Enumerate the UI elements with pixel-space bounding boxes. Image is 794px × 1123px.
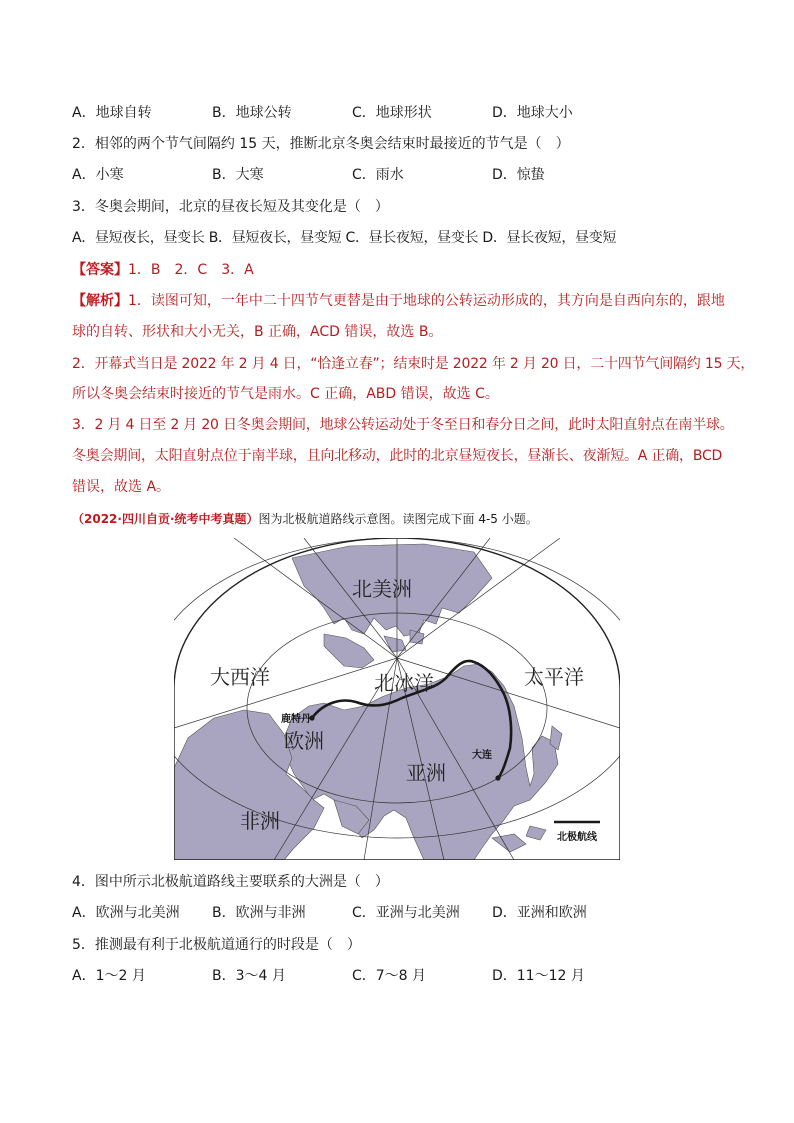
analysis-line-2: 球的自转、形状和大小无关，B 正确，ACD 错误，故选 B。 bbox=[72, 324, 443, 340]
dalian-point bbox=[495, 775, 500, 780]
north-america-label: 北美洲 bbox=[352, 577, 412, 601]
q5-option-d[interactable]: D．11～12 月 bbox=[492, 968, 585, 984]
analysis-line-3: 2．开幕式当日是 2022 年 2 月 4 日，“恰逢立春”；结束时是 2022 年 2 月 20 日，二十四节气间隔约 15 天， bbox=[72, 356, 755, 372]
q2-option-a[interactable]: A．小寒 bbox=[72, 167, 124, 183]
answer-text: 1．B 2．C 3．A bbox=[128, 262, 254, 278]
answer-tag: 【答案】 bbox=[72, 262, 128, 278]
arctic-route-map bbox=[174, 538, 620, 860]
africa-label: 非洲 bbox=[240, 809, 280, 833]
europe-label: 欧洲 bbox=[284, 729, 324, 753]
q1-option-d[interactable]: D．地球大小 bbox=[492, 105, 573, 121]
q4-option-c[interactable]: C．亚洲与北美洲 bbox=[352, 905, 460, 921]
q3-stem: 3．冬奥会期间，北京的昼夜长短及其变化是（ ） bbox=[72, 199, 389, 215]
pacific-label: 太平洋 bbox=[524, 665, 584, 689]
rotterdam-label: 鹿特丹 bbox=[281, 714, 311, 725]
asia-label: 亚洲 bbox=[406, 761, 446, 785]
analysis-line-7: 错误，故选 A。 bbox=[72, 479, 171, 495]
q4-option-a[interactable]: A．欧洲与北美洲 bbox=[72, 905, 180, 921]
analysis-tag: 【解析】 bbox=[72, 293, 128, 309]
q5-option-a[interactable]: A．1～2 月 bbox=[72, 968, 146, 984]
q4-option-b[interactable]: B．欧洲与非洲 bbox=[212, 905, 306, 921]
source-tag: （2022·四川自贡·统考中考真题） bbox=[72, 512, 259, 526]
analysis-text-1: 1．读图可知，一年中二十四节气更替是由于地球的公转运动形成的，其方向是自西向东的，跟地 bbox=[128, 293, 725, 309]
analysis-line-4: 所以冬奥会结束时接近的节气是雨水。C 正确，ABD 错误，故选 C。 bbox=[72, 386, 499, 402]
answer-line bbox=[72, 260, 254, 280]
q1-option-a[interactable]: A．地球自转 bbox=[72, 105, 152, 121]
analysis-line-6: 冬奥会期间，太阳直射点位于南半球，且向北移动，此时的北京昼短夜长，昼渐长、夜渐短。A 正确，BCD bbox=[72, 448, 723, 464]
q5-stem: 5．推测最有利于北极航道通行的时段是（ ） bbox=[72, 937, 361, 953]
q5-option-c[interactable]: C．7～8 月 bbox=[352, 968, 427, 984]
q4-option-d[interactable]: D．亚洲和欧洲 bbox=[492, 905, 587, 921]
source-line bbox=[72, 509, 538, 529]
analysis-line-1 bbox=[72, 291, 725, 311]
arctic-ocean-label: 北冰洋 bbox=[374, 671, 434, 695]
q1-option-b[interactable]: B．地球公转 bbox=[212, 105, 292, 121]
dalian-label: 大连 bbox=[472, 750, 492, 761]
q2-option-c[interactable]: C．雨水 bbox=[352, 167, 404, 183]
q5-option-b[interactable]: B．3～4 月 bbox=[212, 968, 286, 984]
q2-option-d[interactable]: D．惊蛰 bbox=[492, 167, 545, 183]
q2-stem: 2．相邻的两个节气间隔约 15 天，推断北京冬奥会结束时最接近的节气是（ ） bbox=[72, 136, 570, 152]
q2-option-b[interactable]: B．大寒 bbox=[212, 167, 264, 183]
q4-stem: 4．图中所示北极航道路线主要联系的大洲是（ ） bbox=[72, 874, 389, 890]
atlantic-label: 大西洋 bbox=[210, 665, 270, 689]
q3-options[interactable]: A．昼短夜长，昼变长 B．昼短夜长，昼变短 C．昼长夜短，昼变长 D．昼长夜短，昼变短 bbox=[72, 230, 617, 246]
legend-label: 北极航线 bbox=[557, 832, 597, 843]
q1-option-c[interactable]: C．地球形状 bbox=[352, 105, 432, 121]
analysis-line-5: 3．2 月 4 日至 2 月 20 日冬奥会期间，地球公转运动处于冬至日和春分日之间，此时太阳直射点在南半球。 bbox=[72, 417, 734, 433]
source-text: 图为北极航道路线示意图。读图完成下面 4-5 小题。 bbox=[258, 512, 538, 526]
